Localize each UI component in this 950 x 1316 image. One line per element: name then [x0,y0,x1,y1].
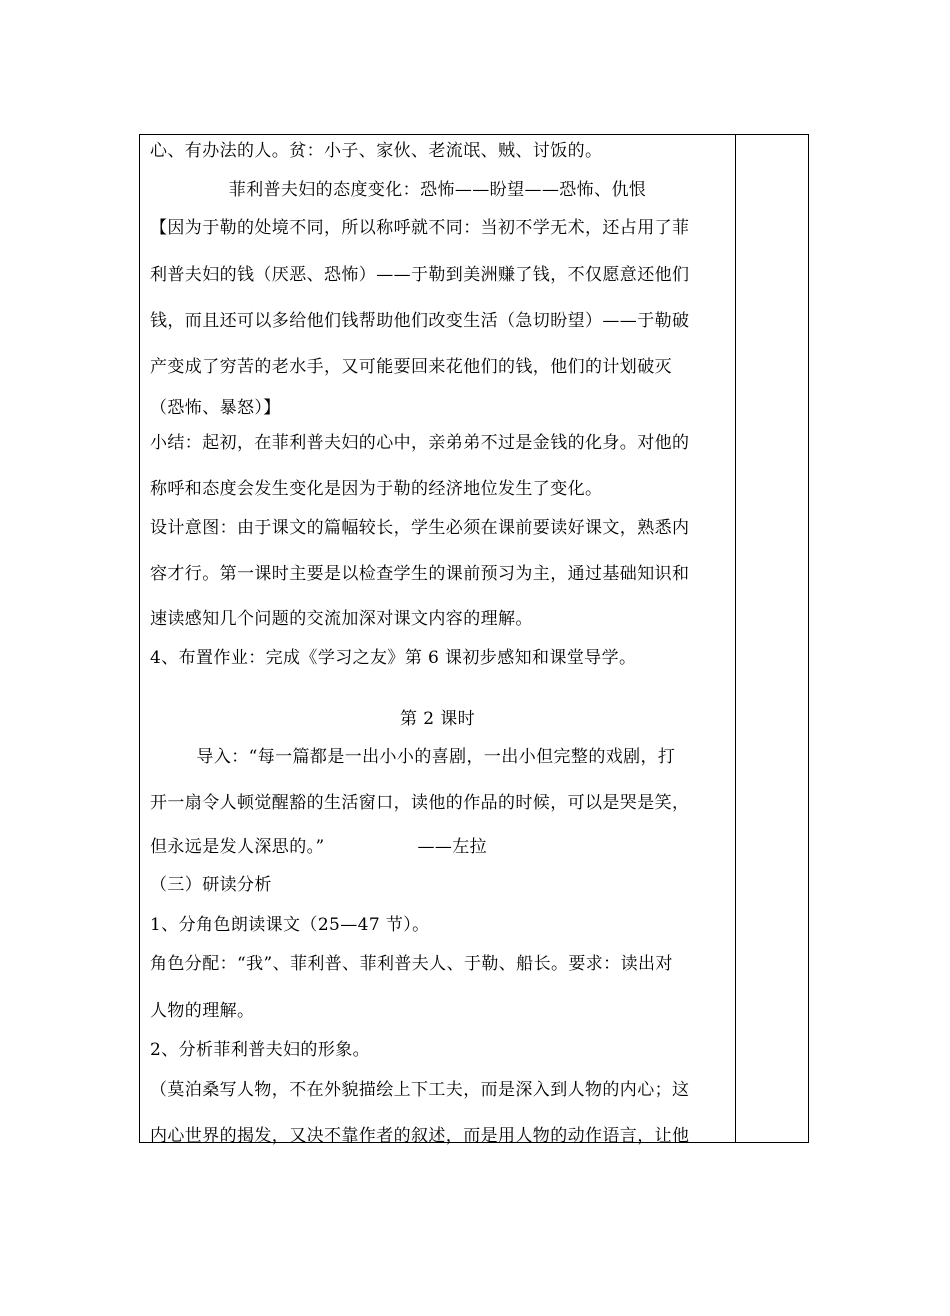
table-column-divider [735,135,736,1142]
text-line: 钱，而且还可以多给他们钱帮助他们改变生活（急切盼望）——于勒破 [150,311,690,331]
section-heading: （三）研读分析 [150,875,272,895]
intro-line: 导入：“每一篇都是一出小小的喜剧，一出小但完整的戏剧，打 [150,747,676,767]
text-line: 产变成了穷苦的老水手，又可能要回来花他们的钱，他们的计划破灭 [150,357,672,377]
text-line: 心、有办法的人。贫：小子、家伙、老流氓、贼、讨饭的。 [150,141,603,161]
role-assignment-line: 角色分配：“我”、菲利普、菲利普夫人、于勒、船长。要求：读出对 [150,954,673,974]
lesson-2-heading: 第 2 课时 [399,709,476,729]
text-line: 内心世界的揭发，又决不靠作者的叙述，而是用人物的动作语言，让他 [150,1126,690,1146]
text-line: 利普夫妇的钱（厌恶、恐怖）——于勒到美洲赚了钱，不仅愿意还他们 [150,265,690,285]
text-line: （莫泊桑写人物，不在外貌描绘上下工夫，而是深入到人物的内心；这 [150,1080,690,1100]
text-line: 1、分角色朗读课文（25—47 节）。 [150,915,430,935]
text-line: （恐怖、暴怒）】 [150,398,281,418]
attitude-change-heading: 菲利普夫妇的态度变化：恐怖——盼望——恐怖、仇恨 [228,180,647,200]
text-line: 【因为于勒的处境不同，所以称呼就不同：当初不学无术，还占用了菲 [150,218,690,238]
quote-attribution-line: 但永远是发人深思的。” ——左拉 [150,837,488,857]
homework-line: 4、布置作业：完成《学习之友》第 6 课初步感知和课堂导学。 [150,648,637,668]
text-line: 容才行。第一课时主要是以检查学生的课前预习为主，通过基础知识和 [150,564,690,584]
text-line: 2、分析菲利普夫妇的形象。 [150,1040,371,1060]
text-line: 速读感知几个问题的交流加深对课文内容的理解。 [150,609,533,629]
design-intent-line: 设计意图：由于课文的篇幅较长，学生必须在课前要读好课文，熟悉内 [150,518,690,538]
summary-line: 小结：起初，在菲利普夫妇的心中，亲弟弟不过是金钱的化身。对他的 [150,433,690,453]
text-line: 开一扇令人顿觉醒豁的生活窗口，读他的作品的时候，可以是哭是笑， [150,793,690,813]
text-line: 人物的理解。 [150,1001,255,1021]
text-line: 称呼和态度会发生变化是因为于勒的经济地位发生了变化。 [150,479,603,499]
lesson-table [139,134,809,1146]
